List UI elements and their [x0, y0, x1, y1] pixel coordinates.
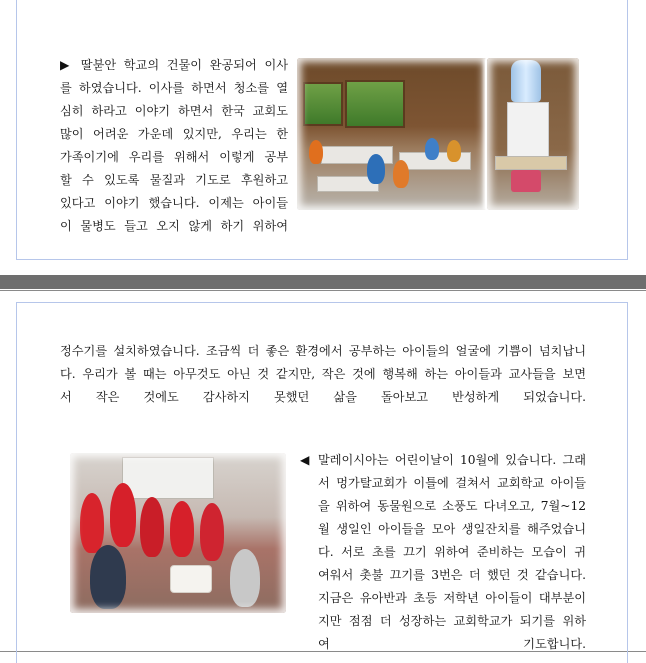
birthday-cake — [170, 565, 212, 593]
classroom-desk — [321, 146, 393, 164]
text-line: ◀ 말레이시아는 어린이날이 10월에 있습니다. 그래 — [300, 453, 586, 467]
classroom-photo — [297, 58, 487, 210]
text-line: 다. 우리가 볼 때는 아무것도 아닌 것 같지만, 작은 것에 행복해 하는 아이들과 교사들을 보면 — [60, 367, 586, 381]
text-line: 지금은 유아반과 초등 저학년 아이들이 대부분이 — [318, 591, 586, 605]
text-line: 서 작은 것에도 감사하지 못했던 삶을 돌아보고 반성하게 되었습니다. — [60, 390, 586, 404]
classroom-window-right — [345, 80, 405, 128]
child-figure — [200, 503, 224, 561]
text-line: ▶ 딸붇안 학교의 건물이 완공되어 이사 — [60, 58, 288, 72]
child-figure — [140, 497, 164, 557]
text-line: 을 위하여 동물원으로 소풍도 다녀오고, 7월~12 — [318, 499, 586, 513]
text-line: 월 생일인 아이들을 모아 생일잔치를 해주었습니 — [318, 522, 586, 536]
whiteboard — [122, 457, 214, 499]
text-line: 여워서 촛불 끄기를 3번은 더 했던 것 같습니다. — [318, 568, 586, 582]
child-figure — [393, 160, 409, 188]
child-figure — [80, 493, 104, 553]
child-figure — [309, 140, 323, 164]
classroom-desk — [399, 152, 471, 170]
text-line: 서 멍가탈교회가 이틀에 걸쳐서 교회학교 아이들 — [318, 476, 586, 490]
child-figure — [367, 154, 385, 184]
cups-basket — [511, 170, 541, 192]
text-line: 이 물병도 들고 오지 않게 하기 위하여 — [60, 219, 288, 233]
text-line: 많이 어려운 가운데 있지만, 우리는 한 — [60, 127, 288, 141]
water-bottle — [511, 60, 541, 102]
text-line: 여 기도합니다. — [318, 637, 586, 651]
water-dispenser — [507, 102, 549, 158]
dispenser-cabinet — [495, 156, 567, 170]
text-line: 있다고 이야기 했습니다. 이제는 아이들 — [60, 196, 288, 210]
child-figure — [90, 545, 126, 609]
text-line: 할 수 있도록 물질과 기도로 후원하고 — [60, 173, 288, 187]
text-line: 다. 서로 초를 끄기 위하여 준비하는 모습이 귀 — [318, 545, 586, 559]
child-figure — [110, 483, 136, 547]
page-2-top-paragraph[interactable] — [60, 340, 586, 409]
page-gap — [0, 275, 646, 289]
classroom-desk — [317, 176, 379, 192]
page-2-right-paragraph[interactable] — [300, 449, 586, 656]
text-line: 를 하였습니다. 이사를 하면서 청소를 열 — [60, 81, 288, 95]
classroom-window-left — [303, 82, 343, 126]
text-line: 정수기를 설치하였습니다. 조금씩 더 좋은 환경에서 공부하는 아이들의 얼굴에 기쁨이 넘치납니 — [60, 344, 586, 358]
child-figure — [425, 138, 439, 160]
child-figure — [170, 501, 194, 557]
text-line: 가족이기에 우리를 위해서 이렇게 공부 — [60, 150, 288, 164]
page-1-paragraph[interactable] — [60, 54, 288, 238]
text-line: 심히 하라고 이야기 하면서 한국 교회도 — [60, 104, 288, 118]
water-dispenser-photo — [487, 58, 579, 210]
child-figure — [230, 549, 260, 607]
text-line: 지만 점점 더 성장하는 교회학교가 되기를 위하 — [318, 614, 586, 628]
child-figure — [447, 140, 461, 162]
birthday-party-photo — [70, 453, 286, 613]
